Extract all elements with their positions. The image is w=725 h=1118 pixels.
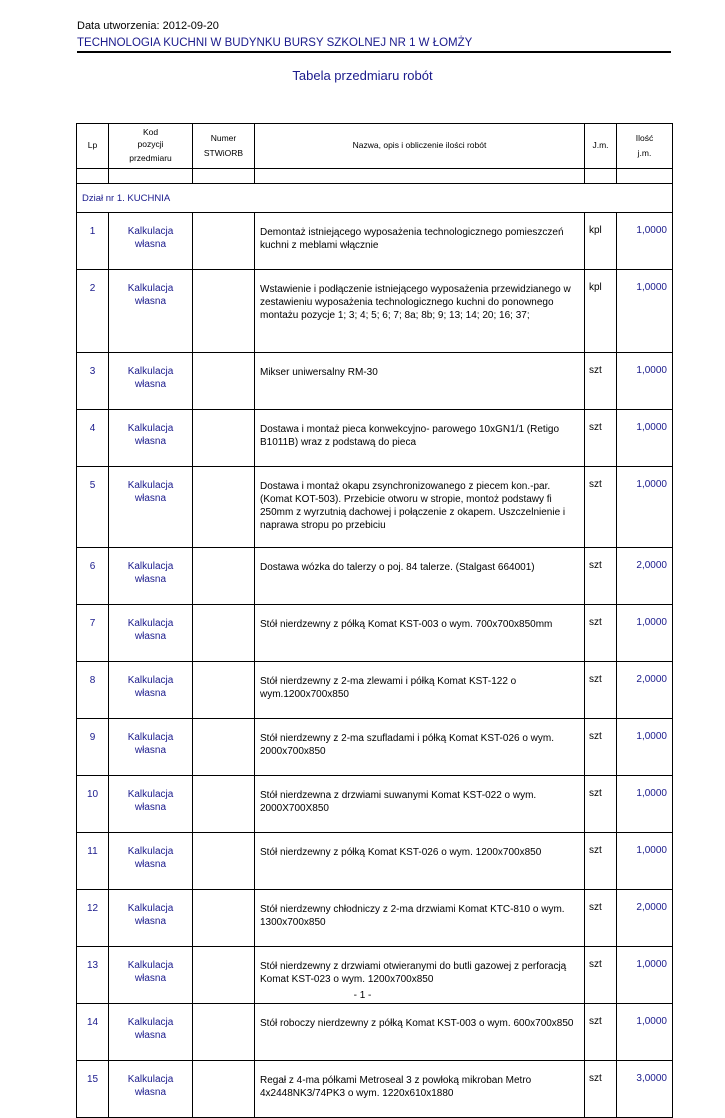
spacer-cell xyxy=(109,169,193,184)
row-numer xyxy=(193,662,255,719)
project-title: TECHNOLOGIA KUCHNI W BUDYNKU BURSY SZKOLNEJ NR 1 W ŁOMŻY xyxy=(77,37,473,49)
row-lp: 3 xyxy=(77,353,109,410)
table-spacer-row xyxy=(77,169,673,184)
row-lp: 15 xyxy=(77,1061,109,1118)
row-jm: kpl xyxy=(585,213,617,270)
row-name: Stół nierdzewny z 2-ma zlewami i półką Komat KST-122 o wym.1200x700x850 xyxy=(255,662,585,719)
row-numer xyxy=(193,353,255,410)
row-qty: 1,0000 xyxy=(617,833,673,890)
document-title: Tabela przedmiaru robót xyxy=(292,68,433,83)
row-kod-line1: Kalkulacja xyxy=(127,480,174,491)
row-jm: szt xyxy=(585,467,617,548)
spacer-cell xyxy=(255,169,585,184)
row-kod-line1: Kalkulacja xyxy=(127,846,174,857)
row-kod xyxy=(109,353,193,410)
row-name: Stół nierdzewny z 2-ma szufladami i półką Komat KST-026 o wym. 2000x700x850 xyxy=(255,719,585,776)
row-name: Dostawa wózka do talerzy o poj. 84 talerze. (Stalgast 664001) xyxy=(255,548,585,605)
table-row xyxy=(77,548,673,605)
row-name: Regał z 4-ma półkami Metroseal 3 z powłoką mikroban Metro 4x2448NK3/74PK3 o wym. 1220x610x1880 xyxy=(255,1061,585,1118)
row-lp: 1 xyxy=(77,213,109,270)
row-name: Stół nierdzewny z drzwiami otwieranymi do butli gazowej z perforacją Komat KST-023 o wym. 1200x700x850 xyxy=(255,947,585,1004)
row-qty: 2,0000 xyxy=(617,890,673,947)
table-row xyxy=(77,1061,673,1118)
column-header-kod-line3: przedmiaru xyxy=(129,153,172,164)
row-numer xyxy=(193,605,255,662)
row-numer xyxy=(193,270,255,353)
row-jm: szt xyxy=(585,719,617,776)
row-kod-line2: własna xyxy=(134,436,167,447)
row-lp: 5 xyxy=(77,467,109,548)
row-jm: szt xyxy=(585,1004,617,1061)
row-kod xyxy=(109,833,193,890)
row-kod-line1: Kalkulacja xyxy=(127,1017,174,1028)
bill-of-quantities-table xyxy=(76,123,673,1118)
row-numer xyxy=(193,410,255,467)
row-jm: szt xyxy=(585,605,617,662)
row-kod-line2: własna xyxy=(134,493,167,504)
row-numer xyxy=(193,467,255,548)
row-kod-line2: własna xyxy=(134,916,167,927)
row-kod xyxy=(109,467,193,548)
row-lp: 6 xyxy=(77,548,109,605)
table-row xyxy=(77,890,673,947)
row-qty: 1,0000 xyxy=(617,719,673,776)
row-name: Demontaż istniejącego wyposażenia technologicznego pomieszczeń kuchni z meblami włącznie xyxy=(255,213,585,270)
row-numer xyxy=(193,548,255,605)
row-qty: 1,0000 xyxy=(617,270,673,353)
row-kod-line2: własna xyxy=(134,688,167,699)
row-kod-line2: własna xyxy=(134,239,167,250)
column-header-kod-line2: pozycji xyxy=(137,138,164,149)
column-header-qty xyxy=(617,124,673,169)
row-kod-line1: Kalkulacja xyxy=(127,675,174,686)
column-header-jm: J.m. xyxy=(585,124,617,169)
row-jm: szt xyxy=(585,410,617,467)
row-name: Stół nierdzewny z półką Komat KST-026 o wym. 1200x700x850 xyxy=(255,833,585,890)
table-row xyxy=(77,410,673,467)
row-name: Wstawienie i podłączenie istniejącego wyposażenia przewidzianego w zestawieniu wyposażenia technologicznego kuchni do ponownego montażu pozycje 1; 3; 4; 5; 6; 7; 8a; 8b; 9; 13; 14; 20; 16; 37; xyxy=(255,270,585,353)
row-name: Dostawa i montaż okapu zsynchronizowanego z piecem kon.-par. (Komat KOT-503). Przebicie otworu w stropie, montoż podstawy fi 250mm z wyrzutnią dachowej i połączenie z okapem. Uszczelnienie i naprawa stropu po przebiciu xyxy=(255,467,585,548)
column-header-name: Nazwa, opis i obliczenie ilości robót xyxy=(255,124,585,169)
column-header-qty-line1: Ilość xyxy=(635,133,654,143)
row-qty: 1,0000 xyxy=(617,467,673,548)
table-row xyxy=(77,213,673,270)
row-kod xyxy=(109,776,193,833)
row-kod-line1: Kalkulacja xyxy=(127,423,174,434)
row-numer xyxy=(193,833,255,890)
row-lp: 11 xyxy=(77,833,109,890)
row-jm: szt xyxy=(585,548,617,605)
row-kod-line2: własna xyxy=(134,802,167,813)
row-jm: szt xyxy=(585,662,617,719)
spacer-cell xyxy=(617,169,673,184)
row-kod-line2: własna xyxy=(134,379,167,390)
row-kod-line2: własna xyxy=(134,1087,167,1098)
row-qty: 1,0000 xyxy=(617,353,673,410)
row-kod-line2: własna xyxy=(134,574,167,585)
row-name: Stół nierdzewny chłodniczy z 2-ma drzwiami Komat KTC-810 o wym. 1300x700x850 xyxy=(255,890,585,947)
row-qty: 1,0000 xyxy=(617,605,673,662)
page-number: - 1 - xyxy=(353,990,372,1001)
row-kod-line1: Kalkulacja xyxy=(127,960,174,971)
section-row xyxy=(77,184,673,213)
table-row xyxy=(77,1004,673,1061)
row-kod-line2: własna xyxy=(134,973,167,984)
row-qty: 3,0000 xyxy=(617,1061,673,1118)
row-qty: 1,0000 xyxy=(617,410,673,467)
row-kod-line2: własna xyxy=(134,745,167,756)
row-kod-line2: własna xyxy=(134,296,167,307)
row-kod-line2: własna xyxy=(134,631,167,642)
table-row xyxy=(77,776,673,833)
section-title: Dział nr 1. KUCHNIA xyxy=(77,184,673,213)
creation-date: Data utworzenia: 2012-09-20 xyxy=(77,20,219,32)
row-lp: 13 xyxy=(77,947,109,1004)
spacer-cell xyxy=(193,169,255,184)
row-numer xyxy=(193,1061,255,1118)
row-jm: szt xyxy=(585,947,617,1004)
row-kod xyxy=(109,548,193,605)
row-lp: 12 xyxy=(77,890,109,947)
row-lp: 14 xyxy=(77,1004,109,1061)
row-jm: kpl xyxy=(585,270,617,353)
row-qty: 1,0000 xyxy=(617,776,673,833)
row-lp: 2 xyxy=(77,270,109,353)
row-kod-line1: Kalkulacja xyxy=(127,283,174,294)
table-row xyxy=(77,467,673,548)
table-row xyxy=(77,353,673,410)
row-kod-line1: Kalkulacja xyxy=(127,903,174,914)
row-name: Stół roboczy nierdzewny z półką Komat KST-003 o wym. 600x700x850 xyxy=(255,1004,585,1061)
row-kod xyxy=(109,605,193,662)
column-header-numer-line1: Numer xyxy=(210,133,237,143)
row-lp: 7 xyxy=(77,605,109,662)
row-name: Stół nierdzewna z drzwiami suwanymi Komat KST-022 o wym. 2000X700X850 xyxy=(255,776,585,833)
row-kod-line1: Kalkulacja xyxy=(127,789,174,800)
row-numer xyxy=(193,890,255,947)
row-jm: szt xyxy=(585,833,617,890)
row-qty: 1,0000 xyxy=(617,213,673,270)
table-row xyxy=(77,719,673,776)
row-kod xyxy=(109,270,193,353)
row-lp: 10 xyxy=(77,776,109,833)
row-kod-line1: Kalkulacja xyxy=(127,366,174,377)
column-header-numer xyxy=(193,124,255,169)
column-header-numer-line2: STWiORB xyxy=(203,147,244,158)
row-jm: szt xyxy=(585,1061,617,1118)
row-jm: szt xyxy=(585,776,617,833)
row-kod xyxy=(109,1004,193,1061)
column-header-lp: Lp xyxy=(77,124,109,169)
column-header-kod xyxy=(109,124,193,169)
row-kod-line1: Kalkulacja xyxy=(127,226,174,237)
row-kod-line2: własna xyxy=(134,1030,167,1041)
row-kod xyxy=(109,662,193,719)
row-name: Dostawa i montaż pieca konwekcyjno- parowego 10xGN1/1 (Retigo B1011B) wraz z podstawą do pieca xyxy=(255,410,585,467)
table-row xyxy=(77,662,673,719)
row-numer xyxy=(193,1004,255,1061)
row-name: Stół nierdzewny z półką Komat KST-003 o wym. 700x700x850mm xyxy=(255,605,585,662)
row-jm: szt xyxy=(585,890,617,947)
column-header-kod-line1: Kod xyxy=(142,127,159,138)
row-qty: 1,0000 xyxy=(617,947,673,1004)
table-header-row xyxy=(77,124,673,169)
row-numer xyxy=(193,776,255,833)
table-row xyxy=(77,270,673,353)
row-qty: 1,0000 xyxy=(617,1004,673,1061)
row-kod xyxy=(109,890,193,947)
table-row xyxy=(77,605,673,662)
row-kod xyxy=(109,213,193,270)
row-kod-line1: Kalkulacja xyxy=(127,561,174,572)
row-lp: 4 xyxy=(77,410,109,467)
row-numer xyxy=(193,213,255,270)
row-kod-line1: Kalkulacja xyxy=(127,1074,174,1085)
column-header-qty-line2: j.m. xyxy=(637,147,652,158)
row-lp: 8 xyxy=(77,662,109,719)
row-lp: 9 xyxy=(77,719,109,776)
spacer-cell xyxy=(77,169,109,184)
row-name: Mikser uniwersalny RM-30 xyxy=(255,353,585,410)
row-numer xyxy=(193,719,255,776)
row-jm: szt xyxy=(585,353,617,410)
table-row xyxy=(77,833,673,890)
row-kod xyxy=(109,719,193,776)
row-kod-line1: Kalkulacja xyxy=(127,732,174,743)
row-qty: 2,0000 xyxy=(617,548,673,605)
row-kod-line1: Kalkulacja xyxy=(127,618,174,629)
row-kod xyxy=(109,410,193,467)
row-qty: 2,0000 xyxy=(617,662,673,719)
spacer-cell xyxy=(585,169,617,184)
table-body xyxy=(77,213,673,1118)
header-divider xyxy=(77,51,671,53)
row-kod xyxy=(109,1061,193,1118)
row-kod-line2: własna xyxy=(134,859,167,870)
